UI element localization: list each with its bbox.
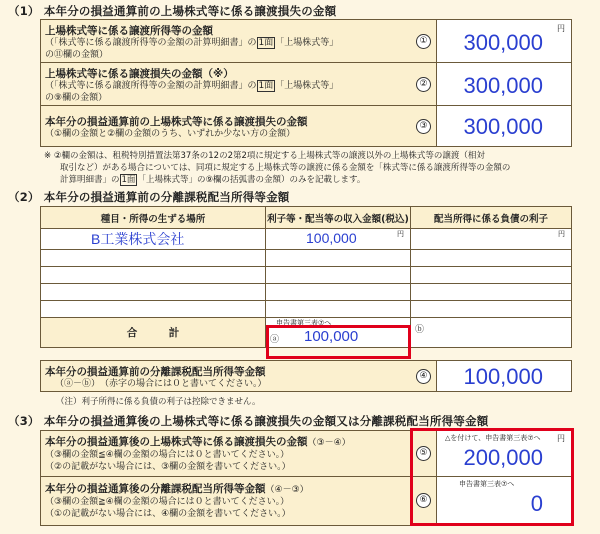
section1-row-3 [41,106,571,146]
income-cell[interactable] [266,250,411,267]
debt-cell[interactable] [411,250,572,267]
income-cell[interactable] [266,267,411,284]
header-debt: 配当所得に係る負債の利子 [411,207,572,229]
yen-unit: 円 [557,24,565,33]
row5-ref: △を付けて、申告書第三表⑦へ [445,434,541,442]
row4-sub: （ⓐ－ⓑ） （赤字の場合には０と書いてください。） [55,379,267,389]
income-cell[interactable]: 100,000 円 [266,229,411,250]
header-place: 種目・所得の生ずる場所 [41,207,266,229]
value-6: 0 [530,491,543,516]
row3-label: 本年分の損益通算前の上場株式等に係る譲渡損失の金額 [45,116,308,128]
row4-label: 本年分の損益通算前の分離課税配当所得等金額 [45,366,266,378]
row2-sub: （「株式等に係る譲渡所得等の金額の計算明細書」の 1面 「上場株式等」 の⑨欄の金額） [45,81,339,103]
row3-sub: （①欄の金額と②欄の金額のうち、いずれか少ない方の金額） [45,129,296,139]
circle-3-icon: ③ [416,119,431,134]
income-cell[interactable] [266,284,411,301]
section2-note: （注）利子所得に係る負債の利子は控除できません。 [56,397,261,407]
place-cell[interactable] [41,301,266,318]
section2-title: （2） 本年分の損益通算前の分離課税配当所得等金額 [8,190,290,204]
row6-label: 本年分の損益通算後の分離課税配当所得等金額（④－③） [45,483,309,495]
place-cell[interactable]: B工業株式会社 [41,229,266,250]
circle-2-icon: ② [416,77,431,92]
header-income: 利子等・配当等の収入金額(税込) [266,207,411,229]
total-label: 合 計 [41,318,266,348]
income-cell[interactable] [266,301,411,318]
section3-title: （3） 本年分の損益通算後の上場株式等に係る譲渡損失の金額又は分離課税配当所得等金額 [8,414,489,428]
debt-cell[interactable] [411,267,572,284]
table-row [41,284,572,301]
value-3-field[interactable] [436,106,571,146]
debt-cell[interactable] [411,301,572,318]
table-row [41,250,572,267]
section1-note: ※ ②欄の金額は、租税特別措置法第37条の12の2第2項に規定する上場株式等の譲渡以外の上場株式等の譲渡（相対 取引など）がある場合については、同項に規定する上場株式等の譲渡に係る金額を「株式等に係る譲渡所得等の金額の 計算明細書」の 1面 「上場株式等」の⑨欄の括弧書の金額）のみを記載します。 [44,151,511,185]
circle-6-icon: ⑥ [416,493,431,508]
circle-1-icon: ① [416,34,431,49]
debt-cell[interactable]: 円 [411,229,572,250]
value-1: 300,000 [463,30,543,55]
section1-table [40,19,572,147]
total-debt-cell[interactable]: ⓑ [411,318,572,348]
row6-sub: （③欄の金額≧④欄の金額の場合には０と書いてください。） （①の記載がない場合には、④欄の金額を書いてください。） [45,497,291,519]
place-cell[interactable] [41,284,266,301]
debt-cell[interactable] [411,284,572,301]
value-5: 200,000 [463,445,543,470]
section1-title: （1） 本年分の損益通算前の上場株式等に係る譲渡損失の金額 [8,4,337,18]
section2-row4 [40,360,572,392]
place-cell[interactable] [41,267,266,284]
highlight-total-income [266,325,411,359]
value-2: 300,000 [463,73,543,98]
row5-label: 本年分の損益通算後の上場株式等に係る譲渡損失の金額（③－④） [45,436,351,448]
row6-ref: 申告書第三表⑦へ [459,480,515,488]
circle-5-icon: ⑤ [416,446,431,461]
value-3: 300,000 [463,114,543,139]
yen-unit: 円 [557,434,565,443]
row1-sub: （「株式等に係る譲渡所得等の金額の計算明細書」の 1面 「上場株式等」 の⑪欄の金額） [45,38,339,60]
row1-label: 上場株式等に係る譲渡所得等の金額 [45,25,213,37]
value-1-field[interactable] [436,20,571,62]
table-row [41,301,572,318]
highlight-result-values [410,428,574,526]
section1-row-1 [41,20,571,63]
table-row [41,267,572,284]
row2-label: 上場株式等に係る譲渡損失の金額（※） [45,68,234,80]
value-2-field[interactable] [436,63,571,105]
row5-sub: （③欄の金額≦④欄の金額の場合には０と書いてください。） （②の記載がない場合には、③欄の金額を書いてください。） [45,450,291,472]
section1-row-2 [41,63,571,106]
place-cell[interactable] [41,250,266,267]
value-4: 100,000 [463,364,543,389]
value-4-field[interactable] [436,361,571,391]
circle-4-icon: ④ [416,369,431,384]
total-income-cell[interactable]: 申告書第三表⑦へ ⓐ 100,000 [266,318,411,348]
table-row [41,229,572,250]
